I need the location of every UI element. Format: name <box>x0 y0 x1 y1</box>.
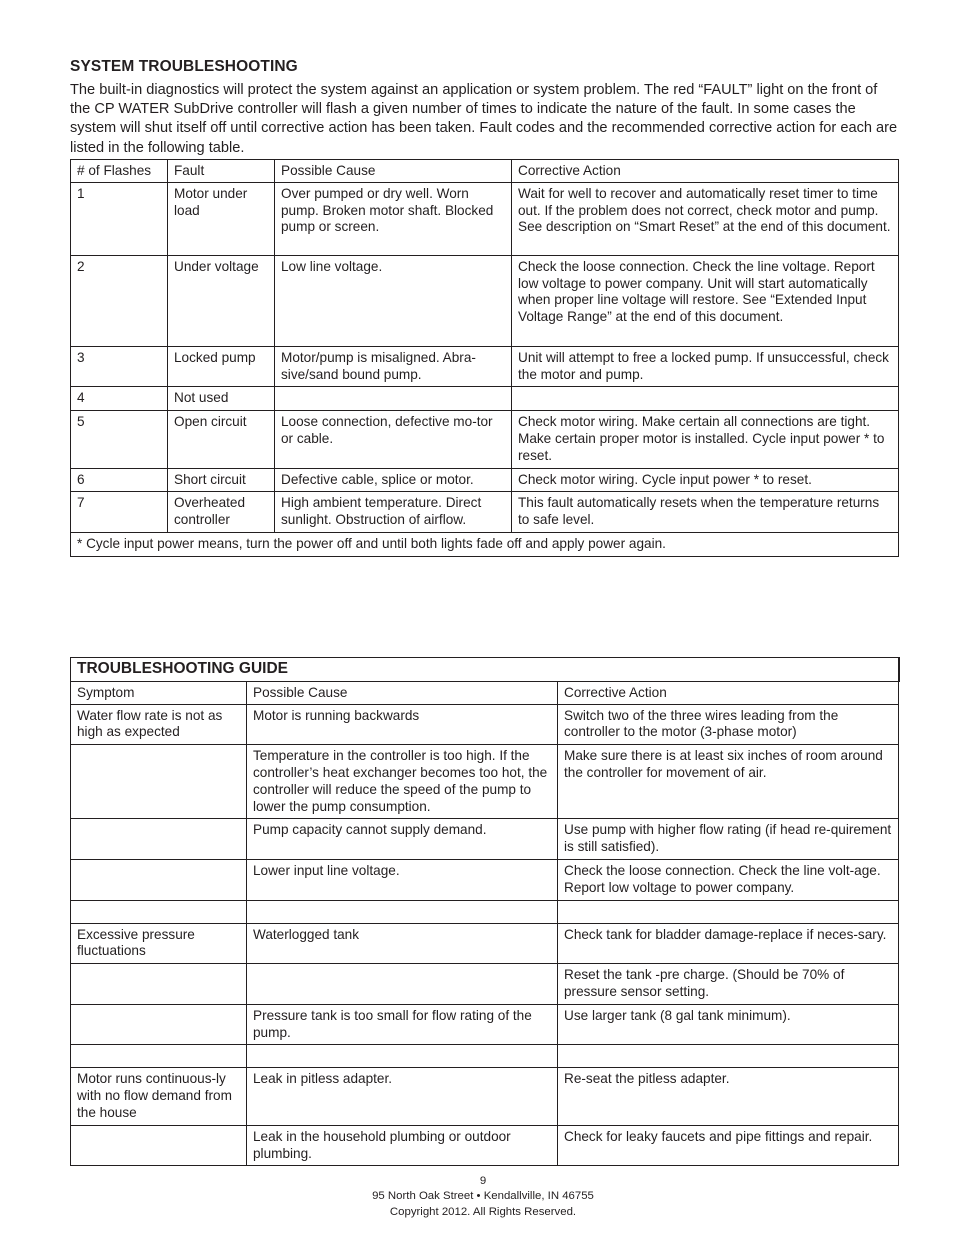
fault-cell-cause: Low line voltage. <box>275 255 512 346</box>
guide-cell-symptom: Excessive pressure fluctuations <box>71 923 247 964</box>
fault-cell-action: Check motor wiring. Make certain all connections are tight. Make certain proper motor is installed. Cycle input power * to reset. <box>512 411 899 468</box>
column-header: Symptom <box>71 681 247 704</box>
fault-cell-fault: Short circuit <box>168 468 275 492</box>
fault-cell-cause: Loose connection, defective mo-tor or cable. <box>275 411 512 468</box>
fault-cell-fault: Not used <box>168 387 275 411</box>
fault-cell-flashes: 5 <box>71 411 168 468</box>
fault-cell-cause: Motor/pump is misaligned. Abra-sive/sand bound pump. <box>275 346 512 387</box>
guide-cell-symptom <box>71 1125 247 1166</box>
guide-cell-cause <box>247 1045 558 1068</box>
guide-cell-action <box>558 1045 899 1068</box>
guide-row <box>71 745 899 819</box>
fault-row <box>71 182 899 255</box>
guide-cell-cause: Pump capacity cannot supply demand. <box>247 819 558 860</box>
column-header: Possible Cause <box>247 681 558 704</box>
fault-cell-fault: Under voltage <box>168 255 275 346</box>
guide-cell-action: Switch two of the three wires leading from the controller to the motor (3-phase motor) <box>558 704 899 745</box>
troubleshooting-guide-table <box>70 657 900 1166</box>
fault-row <box>71 387 899 411</box>
fault-cell-cause <box>275 387 512 411</box>
guide-cell-cause: Lower input line voltage. <box>247 859 558 900</box>
column-header: Possible Cause <box>275 160 512 183</box>
fault-cell-flashes: 1 <box>71 182 168 255</box>
cycle-power-note: * Cycle input power means, turn the power off and until both lights fade off and apply power again. <box>71 532 899 556</box>
fault-cell-action: Unit will attempt to free a locked pump. If unsuccessful, check the motor and pump. <box>512 346 899 387</box>
guide-cell-cause: Motor is running backwards <box>247 704 558 745</box>
guide-row <box>71 1045 899 1068</box>
guide-title: TROUBLESHOOTING GUIDE <box>71 658 899 682</box>
guide-row <box>71 704 899 745</box>
guide-cell-symptom <box>71 964 247 1005</box>
column-header: # of Flashes <box>71 160 168 183</box>
fault-cell-action: This fault automatically resets when the temperature returns to safe level. <box>512 492 899 533</box>
column-header: Corrective Action <box>512 160 899 183</box>
guide-cell-symptom <box>71 1045 247 1068</box>
fault-cell-action: Wait for well to recover and automatically reset timer to time out. If the problem does not correct, check motor and pump. See description on “Smart Reset” at the end of this document. <box>512 182 899 255</box>
fault-cell-action <box>512 387 899 411</box>
footer-address: 95 North Oak Street • Kendallville, IN 46755 <box>372 1190 594 1203</box>
guide-cell-cause: Pressure tank is too small for flow rating of the pump. <box>247 1004 558 1045</box>
guide-cell-symptom <box>71 819 247 860</box>
guide-cell-action: Check for leaky faucets and pipe fittings and repair. <box>558 1125 899 1166</box>
guide-table-header-row <box>71 681 899 704</box>
guide-cell-symptom <box>71 900 247 923</box>
guide-row <box>71 1068 899 1125</box>
guide-cell-action: Check tank for bladder damage-replace if neces-sary. <box>558 923 899 964</box>
fault-cell-cause: Over pumped or dry well. Worn pump. Broken motor shaft. Blocked pump or screen. <box>275 182 512 255</box>
guide-cell-symptom <box>71 745 247 819</box>
guide-cell-symptom: Water flow rate is not as high as expected <box>71 704 247 745</box>
section-heading-system-troubleshooting: SYSTEM TROUBLESHOOTING <box>70 58 298 75</box>
fault-cell-cause: Defective cable, splice or motor. <box>275 468 512 492</box>
guide-row <box>71 859 899 900</box>
column-header: Corrective Action <box>558 681 899 704</box>
fault-cell-flashes: 6 <box>71 468 168 492</box>
guide-cell-action <box>558 900 899 923</box>
fault-cell-fault: Overheated controller <box>168 492 275 533</box>
guide-cell-action: Make sure there is at least six inches of room around the controller for movement of air. <box>558 745 899 819</box>
guide-row <box>71 900 899 923</box>
fault-code-table <box>70 159 899 557</box>
fault-cell-action: Check motor wiring. Cycle input power * to reset. <box>512 468 899 492</box>
guide-cell-symptom <box>71 859 247 900</box>
guide-cell-cause: Leak in the household plumbing or outdoor plumbing. <box>247 1125 558 1166</box>
fault-cell-flashes: 2 <box>71 255 168 346</box>
guide-row <box>71 923 899 964</box>
page-number: 9 <box>479 1175 487 1187</box>
fault-row <box>71 411 899 468</box>
guide-cell-action: Check the loose connection. Check the line volt-age. Report low voltage to power company. <box>558 859 899 900</box>
guide-row <box>71 1125 899 1166</box>
fault-cell-cause: High ambient temperature. Direct sunlight. Obstruction of airflow. <box>275 492 512 533</box>
guide-row <box>71 964 899 1005</box>
column-header: Fault <box>168 160 275 183</box>
guide-cell-action: Use larger tank (8 gal tank minimum). <box>558 1004 899 1045</box>
fault-cell-fault: Locked pump <box>168 346 275 387</box>
fault-table-header-row <box>71 160 899 183</box>
fault-cell-flashes: 7 <box>71 492 168 533</box>
fault-row <box>71 255 899 346</box>
fault-cell-flashes: 4 <box>71 387 168 411</box>
guide-cell-cause: Leak in pitless adapter. <box>247 1068 558 1125</box>
guide-cell-action: Re-seat the pitless adapter. <box>558 1068 899 1125</box>
fault-cell-fault: Motor under load <box>168 182 275 255</box>
fault-note-row <box>71 532 899 556</box>
guide-row <box>71 819 899 860</box>
fault-cell-fault: Open circuit <box>168 411 275 468</box>
fault-cell-action: Check the loose connection. Check the line voltage. Report low voltage to power company. Unit will start automatically when proper line voltage will restore. See “Extended Input Voltage Range” at the end of this document. <box>512 255 899 346</box>
page-footer <box>0 1174 954 1220</box>
guide-cell-cause <box>247 964 558 1005</box>
guide-cell-cause <box>247 900 558 923</box>
guide-cell-action: Reset the tank -pre charge. (Should be 70% of pressure sensor setting. <box>558 964 899 1005</box>
guide-row <box>71 1004 899 1045</box>
guide-cell-symptom <box>71 1004 247 1045</box>
fault-row <box>71 346 899 387</box>
guide-cell-cause: Waterlogged tank <box>247 923 558 964</box>
fault-cell-flashes: 3 <box>71 346 168 387</box>
guide-cell-action: Use pump with higher flow rating (if head re-quirement is still satisfied). <box>558 819 899 860</box>
footer-copyright: Copyright 2012. All Rights Reserved. <box>389 1205 577 1218</box>
fault-row <box>71 468 899 492</box>
guide-cell-cause: Temperature in the controller is too high. If the controller’s heat exchanger becomes too hot, the controller will reduce the speed of the pump to lower the pump consumption. <box>247 745 558 819</box>
intro-paragraph: The built-in diagnostics will protect the system against an application or system problem. The red “FAULT” light on the front of the CP WATER SubDrive controller will flash a given number of times to indicate the nature of the fault. In some cases the system will shut itself off until corrective action has been taken. Fault codes and the recommended corrective action for each are listed in the following table. <box>70 82 898 156</box>
fault-row <box>71 492 899 533</box>
guide-title-row <box>71 658 899 682</box>
guide-cell-symptom: Motor runs continuous-ly with no flow demand from the house <box>71 1068 247 1125</box>
